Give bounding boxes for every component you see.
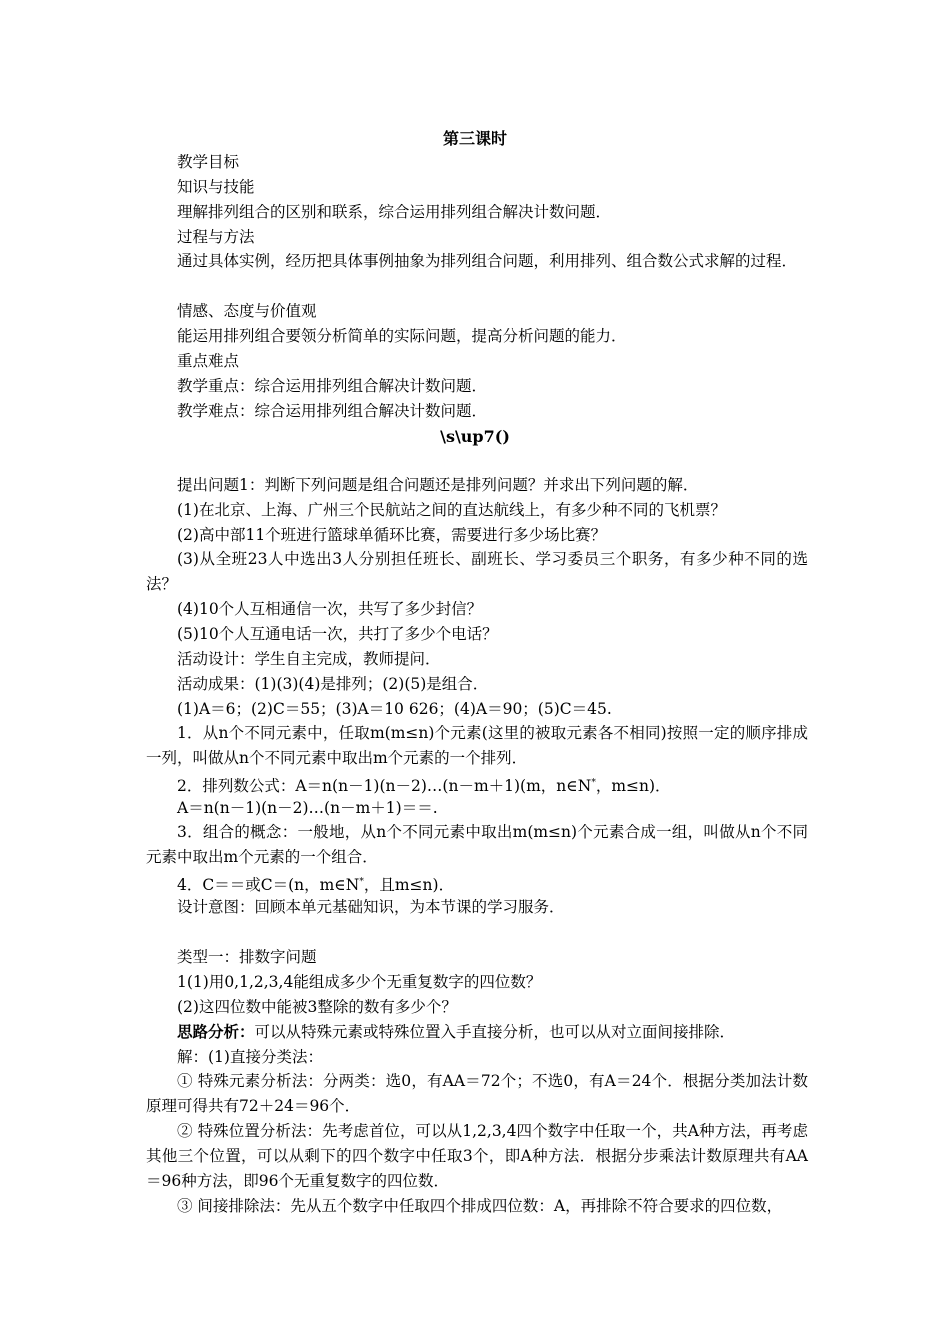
answers: (1)A＝6；(2)C＝55；(3)A＝10 626；(4)A＝90；(5)C＝45. xyxy=(177,700,612,718)
key-points-heading: 重点难点 xyxy=(177,352,240,370)
question-2: (2)高中部11个班进行篮球单循环比赛，需要进行多少场比赛？ xyxy=(177,526,607,544)
emotion-heading: 情感、态度与价值观 xyxy=(177,302,317,320)
design-intent: 设计意图：回顾本单元基础知识，为本节课的学习服务． xyxy=(177,898,565,916)
method-2: ② 特殊位置分析法：先考虑首位，可以从1,2,3,4四个数字中任取一个，共A种方法，再考虑其他三个位置，可以从剩下的四个数字中任取3个，即A种方法．根据分步乘法计数原理共有AA＝96种方法，即96个无重复数字的四位数． xyxy=(146,1122,808,1190)
combination-sup: * xyxy=(359,877,364,887)
combination-text-end: ，且m≤n)． xyxy=(363,876,455,895)
knowledge-text: 理解排列组合的区别和联系，综合运用排列组合解决计数问题． xyxy=(177,203,612,221)
activity-result: 活动成果：(1)(3)(4)是排列；(2)(5)是组合． xyxy=(177,675,489,693)
combination-text: 4．C＝＝或C＝(n，m∈N xyxy=(177,876,360,895)
problem-1-part-1: 1(1)用0,1,2,3,4能组成多少个无重复数字的四位数？ xyxy=(177,973,542,991)
solution-intro: 解：(1)直接分类法： xyxy=(177,1048,323,1066)
teaching-difficulty: 教学难点：综合运用排列组合解决计数问题． xyxy=(177,402,488,420)
concept-combination: 3．组合的概念：一般地，从n个不同元素中取出m(m≤n)个元素合成一组，叫做从n个不同元素中取出m个元素的一个组合． xyxy=(146,823,808,866)
process-text: 通过具体实例，经历把具体事例抽象为排列组合问题，利用排列、组合数公式求解的过程． xyxy=(177,252,798,270)
teaching-focus: 教学重点：综合运用排列组合解决计数问题． xyxy=(177,377,488,395)
analysis-text: 可以从特殊元素或特殊位置入手直接分析，也可以从对立面间接排除． xyxy=(254,1023,736,1041)
page-title: 第三课时 xyxy=(442,129,507,148)
method-1: ① 特殊元素分析法：分两类：选0，有AA＝72个；不选0，有A＝24个．根据分类加法计数原理可得共有72＋24＝96个． xyxy=(146,1072,808,1115)
field-code: \s\up7() xyxy=(440,427,510,446)
concept-permutation-formula-2: A＝n(n－1)(n－2)…(n－m＋1)＝＝. xyxy=(177,799,438,817)
question-3: (3)从全班23人中选出3人分别担任班长、副班长、学习委员三个职务，有多少种不同的选法？ xyxy=(146,550,808,593)
objectives-heading: 教学目标 xyxy=(177,153,240,171)
formula-text: 2．排列数公式：A＝n(n－1)(n－2)…(n－m＋1)(m，n∈N xyxy=(177,777,592,796)
concept-combination-formula xyxy=(177,871,454,896)
question-4: (4)10个人互相通信一次，共写了多少封信？ xyxy=(177,600,483,618)
method-3: ③ 间接排除法：先从五个数字中任取四个排成四位数：A，再排除不符合要求的四位数， xyxy=(177,1197,783,1215)
analysis-label: 思路分析： xyxy=(177,1022,255,1041)
concept-permutation-formula xyxy=(177,772,671,797)
type1-heading: 类型一：排数字问题 xyxy=(177,948,317,966)
analysis xyxy=(177,1021,735,1043)
problem-1-part-2: (2)这四位数中能被3整除的数有多少个？ xyxy=(177,998,457,1016)
activity-design: 活动设计：学生自主完成，教师提问． xyxy=(177,650,441,668)
question-1: (1)在北京、上海、广州三个民航站之间的直达航线上，有多少种不同的飞机票？ xyxy=(177,501,726,519)
concept-permutation: 1．从n个不同元素中，任取m(m≤n)个元素(这里的被取元素各不相同)按照一定的顺序排成一列，叫做从n个不同元素中取出m个元素的一个排列． xyxy=(146,724,808,767)
process-heading: 过程与方法 xyxy=(177,228,255,246)
knowledge-heading: 知识与技能 xyxy=(177,178,255,196)
formula-text-end: ，m≤n)． xyxy=(595,777,671,796)
emotion-text: 能运用排列组合要领分析简单的实际问题，提高分析问题的能力． xyxy=(177,327,627,345)
formula-sup: * xyxy=(591,778,596,788)
question-intro: 提出问题1：判断下列问题是组合问题还是排列问题？并求出下列问题的解． xyxy=(177,476,699,494)
question-5: (5)10个人互通电话一次，共打了多少个电话？ xyxy=(177,625,498,643)
